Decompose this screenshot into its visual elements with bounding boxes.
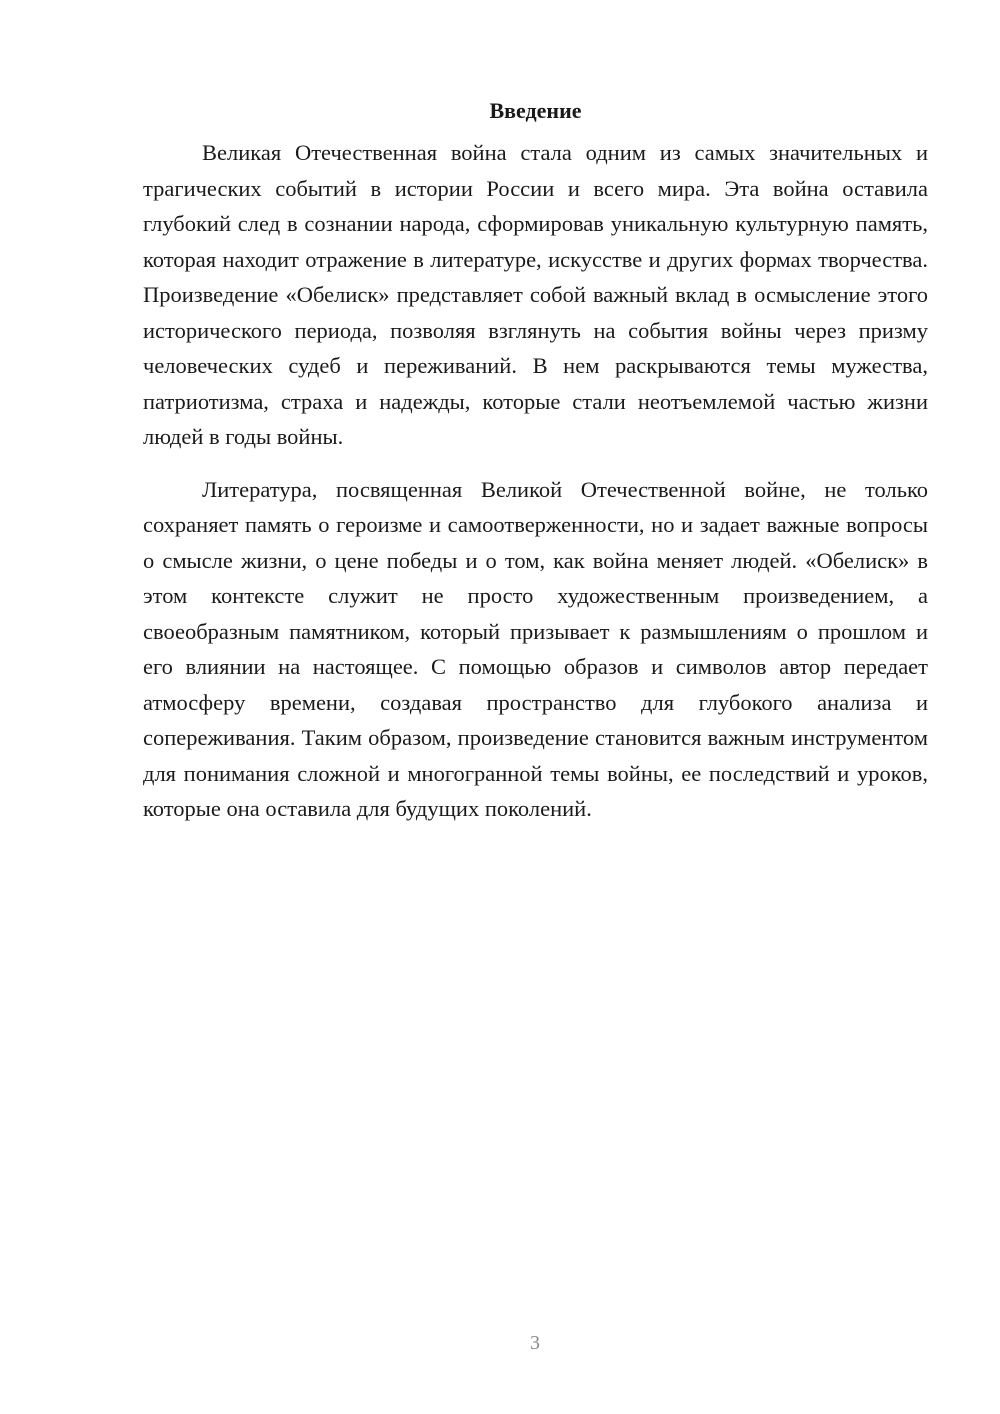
page-number: 3: [530, 1332, 540, 1354]
paragraph-1: Великая Отечественная война стала одним из самых значительных и трагических событий в истории России и всего мира. Эта война оставила глубокий след в сознании народа, сформировав уникальную культурную память, которая находит отражение в литературе, искусстве и других формах творчества. Произведение «Обелиск» представляет собой важный вклад в осмысление этого исторического периода, позволяя взглянуть на события войны через призму человеческих судеб и переживаний. В нем раскрываются темы мужества, патриотизма, страха и надежды, которые стали неотъемлемой частью жизни людей в годы войны.: [143, 140, 928, 449]
section-heading: Введение: [489, 98, 582, 123]
page-content: [143, 93, 928, 844]
paragraph-2: Литература, посвященная Великой Отечественной войне, не только сохраняет память о героизме и самоотверженности, но и задает важные вопросы о смысле жизни, о цене победы и о том, как война меняет людей. «Обелиск» в этом контексте служит не просто художественным произведением, а своеобразным памятником, который призывает к размышлениям о прошлом и его влиянии на настоящее. С помощью образов и символов автор передает атмосферу времени, создавая пространство для глубокого анализа и сопереживания. Таким образом, произведение становится важным инструментом для понимания сложной и многогранной темы войны, ее последствий и уроков, которые она оставила для будущих поколений.: [143, 476, 928, 821]
